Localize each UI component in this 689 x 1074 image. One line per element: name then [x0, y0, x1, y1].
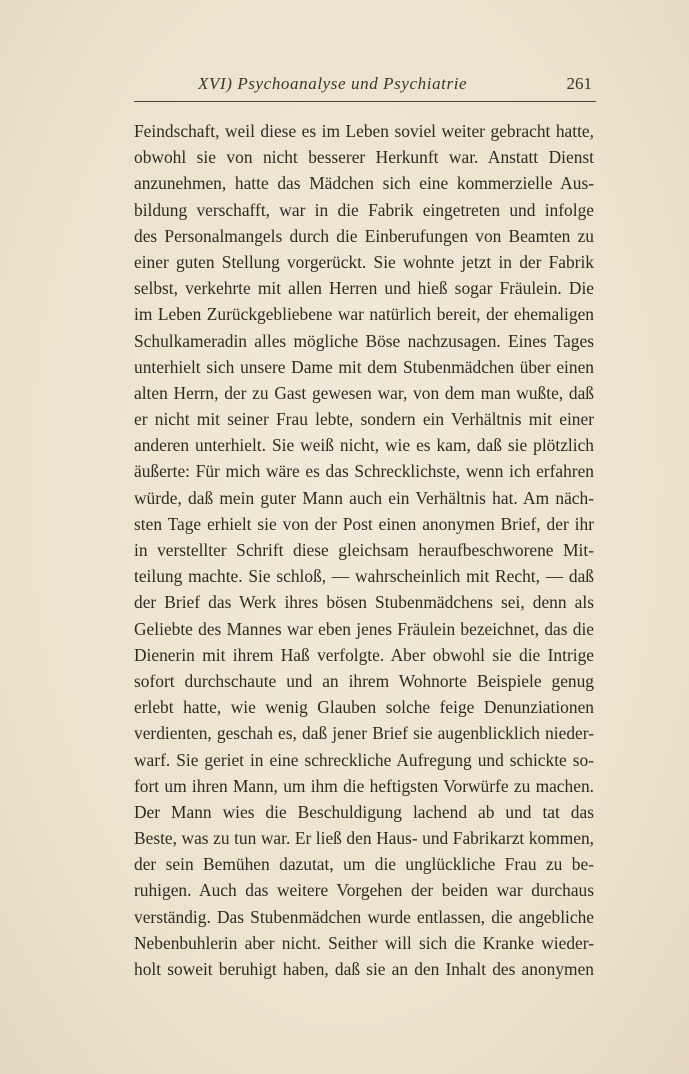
- text-line: ruhigen. Auch das weitere Vorgehen der beiden war durchaus: [134, 880, 594, 901]
- text-line: Feindschaft, weil diese es im Leben soviel weiter gebracht hatte,: [134, 121, 594, 141]
- text-line: warf. Sie geriet in eine schreckliche Aufregung und schickte so-: [134, 749, 594, 770]
- text-line: anzunehmen, hatte das Mädchen sich eine kommerzielle Aus-: [134, 173, 594, 194]
- page-number: 261: [566, 74, 592, 93]
- text-line: verständig. Das Stubenmädchen wurde entlassen, die angebliche: [134, 906, 594, 927]
- text-line: sofort durchschaute und an ihrem Wohnorte Beispiele genug: [134, 670, 594, 691]
- text-line: selbst, verkehrte mit allen Herren und hieß sogar Fräulein. Die: [134, 278, 594, 299]
- text-line: Geliebte des Mannes war eben jenes Fräulein bezeichnet, das die: [134, 618, 594, 639]
- header-rule: [134, 101, 596, 102]
- text-line: teilung machte. Sie schloß, — wahrscheinlich mit Recht, — daß: [134, 566, 594, 587]
- text-line: unterhielt sich unsere Dame mit dem Stubenmädchen über einen: [134, 356, 594, 377]
- text-line: einer guten Stellung vorgerückt. Sie wohnte jetzt in der Fabrik: [134, 251, 594, 272]
- text-line: äußerte: Für mich wäre es das Schrecklichste, wenn ich erfahren: [134, 461, 594, 482]
- text-line: holt soweit beruhigt haben, daß sie an den Inhalt des anonymen: [134, 959, 594, 979]
- text-line: obwohl sie von nicht besserer Herkunft war. Anstatt Dienst: [134, 147, 594, 168]
- text-line: fort um ihren Mann, um ihm die heftigsten Vorwürfe zu machen.: [134, 775, 594, 796]
- text-line: Nebenbuhlerin aber nicht. Seither will sich die Kranke wieder-: [134, 932, 594, 953]
- text-line: erlebt hatte, wie wenig Glauben solche feige Denunziationen: [134, 697, 594, 718]
- text-line: alten Herrn, der zu Gast gewesen war, von dem man wußte, daß: [134, 382, 594, 403]
- text-line: Beste, was zu tun war. Er ließ den Haus- und Fabrikarzt kommen,: [134, 828, 594, 849]
- text-line: verdienten, geschah es, daß jener Brief sie augenblicklich nieder-: [134, 723, 594, 744]
- text-line: würde, daß mein guter Mann auch ein Verhältnis hat. Am näch-: [134, 487, 594, 508]
- text-line: im Leben Zurückgebliebene war natürlich bereit, der ehemaligen: [134, 304, 594, 325]
- text-line: er nicht mit seiner Frau lebte, sondern ein Verhältnis mit einer: [134, 409, 594, 430]
- running-header-title: XVI) Psychoanalyse und Psychiatrie: [198, 74, 468, 93]
- text-line: Dienerin mit ihrem Haß verfolgte. Aber obwohl sie die Intrige: [134, 644, 594, 665]
- text-line: der sein Bemühen dazutat, um die unglückliche Frau zu be-: [134, 854, 594, 875]
- text-line: anderen unterhielt. Sie weiß nicht, wie es kam, daß sie plötzlich: [134, 435, 594, 456]
- text-line: des Personalmangels durch die Einberufungen von Beamten zu: [134, 225, 594, 246]
- text-line: in verstellter Schrift diese gleichsam heraufbeschworene Mit-: [134, 540, 594, 560]
- text-line: sten Tage erhielt sie von der Post einen anonymen Brief, der ihr: [134, 513, 594, 534]
- body-text: [134, 118, 594, 982]
- text-line: bildung verschafft, war in die Fabrik eingetreten und infolge: [134, 199, 594, 220]
- text-line: der Brief das Werk ihres bösen Stubenmädchens sei, denn als: [134, 592, 594, 613]
- text-line: Schulkameradin alles mögliche Böse nachzusagen. Eines Tages: [134, 330, 594, 351]
- text-line: Der Mann wies die Beschuldigung lachend ab und tat das: [134, 801, 594, 822]
- running-header: [134, 72, 596, 100]
